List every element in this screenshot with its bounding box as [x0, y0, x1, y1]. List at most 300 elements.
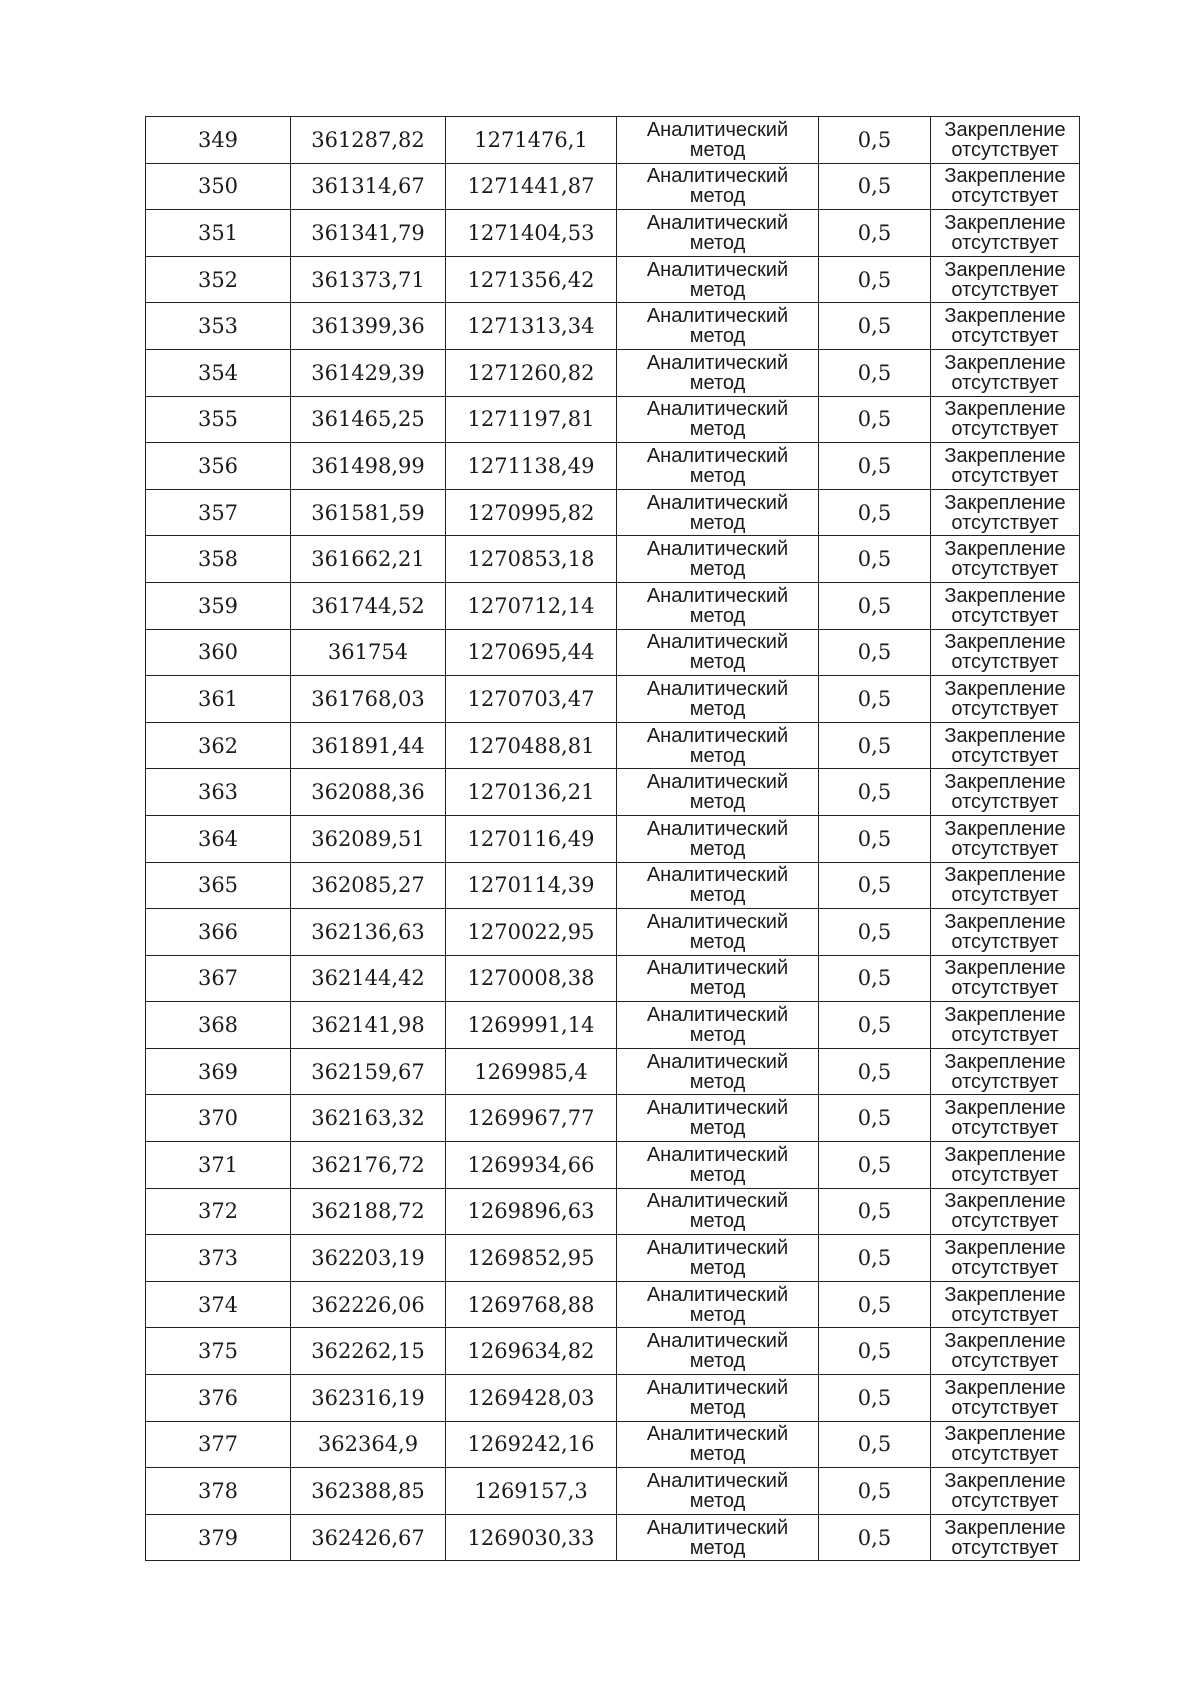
x-coordinate-cell: 361768,03	[291, 676, 446, 723]
method-cell-line-1: Аналитический	[646, 165, 789, 188]
method-cell-line-1: Аналитический	[646, 258, 789, 281]
point-number-cell: 375	[146, 1328, 291, 1375]
point-number-cell: 352	[146, 256, 291, 303]
y-coordinate-cell: 1271138,49	[446, 443, 617, 490]
y-coordinate-cell: 1270008,38	[446, 955, 617, 1002]
method-cell	[617, 1142, 819, 1189]
fixing-cell	[931, 676, 1080, 723]
table-row	[146, 1142, 1080, 1189]
table-row	[146, 396, 1080, 443]
point-number-cell: 359	[146, 582, 291, 629]
y-coordinate-cell: 1269768,88	[446, 1281, 617, 1328]
point-number-cell: 357	[146, 489, 291, 536]
accuracy-cell: 0,5	[819, 303, 931, 350]
fixing-cell	[931, 1002, 1080, 1049]
fixing-cell-line-2: отсутствует	[951, 930, 1059, 953]
x-coordinate-cell: 361581,59	[291, 489, 446, 536]
fixing-cell-line-1: Закрепление	[944, 1050, 1066, 1073]
table-row	[146, 909, 1080, 956]
table-row	[146, 1002, 1080, 1049]
x-coordinate-cell: 361465,25	[291, 396, 446, 443]
point-number-cell: 351	[146, 210, 291, 257]
fixing-cell	[931, 1235, 1080, 1282]
fixing-cell-line-1: Закрепление	[944, 631, 1066, 654]
method-cell	[617, 676, 819, 723]
fixing-cell-line-1: Закрепление	[944, 258, 1066, 281]
fixing-cell-line-1: Закрепление	[944, 538, 1066, 561]
point-number-cell: 358	[146, 536, 291, 583]
x-coordinate-cell: 361744,52	[291, 582, 446, 629]
fixing-cell-line-2: отсутствует	[951, 744, 1059, 767]
point-number-cell: 374	[146, 1281, 291, 1328]
fixing-cell	[931, 769, 1080, 816]
table-row	[146, 489, 1080, 536]
y-coordinate-cell: 1269242,16	[446, 1421, 617, 1468]
accuracy-cell: 0,5	[819, 582, 931, 629]
x-coordinate-cell: 362136,63	[291, 909, 446, 956]
table-row	[146, 1328, 1080, 1375]
method-cell-line-1: Аналитический	[646, 351, 789, 374]
x-coordinate-cell: 362159,67	[291, 1048, 446, 1095]
method-cell-line-2: метод	[689, 418, 746, 441]
fixing-cell	[931, 909, 1080, 956]
fixing-cell	[931, 349, 1080, 396]
point-number-cell: 363	[146, 769, 291, 816]
y-coordinate-cell: 1270995,82	[446, 489, 617, 536]
fixing-cell-line-1: Закрепление	[944, 1283, 1066, 1306]
y-coordinate-cell: 1270116,49	[446, 815, 617, 862]
table-row	[146, 349, 1080, 396]
accuracy-cell: 0,5	[819, 1048, 931, 1095]
x-coordinate-cell: 361498,99	[291, 443, 446, 490]
method-cell-line-2: метод	[689, 791, 746, 814]
y-coordinate-cell: 1270136,21	[446, 769, 617, 816]
method-cell	[617, 769, 819, 816]
method-cell-line-2: метод	[689, 1070, 746, 1093]
table-row	[146, 815, 1080, 862]
fixing-cell	[931, 1188, 1080, 1235]
y-coordinate-cell: 1269428,03	[446, 1375, 617, 1422]
fixing-cell-line-2: отсутствует	[951, 1396, 1059, 1419]
table-row	[146, 1514, 1080, 1561]
method-cell-line-1: Аналитический	[646, 118, 789, 141]
method-cell-line-2: метод	[689, 278, 746, 301]
point-number-cell: 371	[146, 1142, 291, 1189]
y-coordinate-cell: 1270712,14	[446, 582, 617, 629]
method-cell	[617, 163, 819, 210]
method-cell-line-1: Аналитический	[646, 584, 789, 607]
fixing-cell	[931, 1048, 1080, 1095]
table-row	[146, 1048, 1080, 1095]
accuracy-cell: 0,5	[819, 256, 931, 303]
fixing-cell-line-2: отсутствует	[951, 1117, 1059, 1140]
method-cell-line-1: Аналитический	[646, 957, 789, 980]
method-cell-line-1: Аналитический	[646, 771, 789, 794]
y-coordinate-cell: 1270022,95	[446, 909, 617, 956]
x-coordinate-cell: 361662,21	[291, 536, 446, 583]
accuracy-cell: 0,5	[819, 909, 931, 956]
method-cell	[617, 1281, 819, 1328]
x-coordinate-cell: 361891,44	[291, 722, 446, 769]
method-cell	[617, 1468, 819, 1515]
method-cell-line-1: Аналитический	[646, 631, 789, 654]
accuracy-cell: 0,5	[819, 1468, 931, 1515]
fixing-cell	[931, 536, 1080, 583]
method-cell	[617, 489, 819, 536]
point-number-cell: 354	[146, 349, 291, 396]
table-row	[146, 163, 1080, 210]
x-coordinate-cell: 361314,67	[291, 163, 446, 210]
fixing-cell-line-1: Закрепление	[944, 1190, 1066, 1213]
fixing-cell	[931, 443, 1080, 490]
method-cell-line-1: Аналитический	[646, 1283, 789, 1306]
x-coordinate-cell: 362316,19	[291, 1375, 446, 1422]
method-cell-line-2: метод	[689, 464, 746, 487]
accuracy-cell: 0,5	[819, 955, 931, 1002]
method-cell	[617, 1002, 819, 1049]
point-number-cell: 361	[146, 676, 291, 723]
table-row	[146, 303, 1080, 350]
point-number-cell: 378	[146, 1468, 291, 1515]
fixing-cell-line-2: отсутствует	[951, 697, 1059, 720]
fixing-cell-line-2: отсутствует	[951, 185, 1059, 208]
table-row	[146, 443, 1080, 490]
method-cell-line-1: Аналитический	[646, 1190, 789, 1213]
fixing-cell-line-2: отсутствует	[951, 1024, 1059, 1047]
fixing-cell-line-2: отсутствует	[951, 325, 1059, 348]
point-number-cell: 376	[146, 1375, 291, 1422]
fixing-cell	[931, 1468, 1080, 1515]
fixing-cell-line-1: Закрепление	[944, 910, 1066, 933]
method-cell-line-1: Аналитический	[646, 1143, 789, 1166]
method-cell-line-2: метод	[689, 1350, 746, 1373]
fixing-cell	[931, 629, 1080, 676]
method-cell	[617, 349, 819, 396]
fixing-cell	[931, 1421, 1080, 1468]
fixing-cell-line-1: Закрепление	[944, 398, 1066, 421]
method-cell	[617, 1235, 819, 1282]
accuracy-cell: 0,5	[819, 1281, 931, 1328]
x-coordinate-cell: 362176,72	[291, 1142, 446, 1189]
point-number-cell: 362	[146, 722, 291, 769]
fixing-cell-line-2: отсутствует	[951, 1536, 1059, 1559]
method-cell	[617, 1375, 819, 1422]
point-number-cell: 368	[146, 1002, 291, 1049]
fixing-cell-line-1: Закрепление	[944, 771, 1066, 794]
fixing-cell-line-2: отсутствует	[951, 418, 1059, 441]
accuracy-cell: 0,5	[819, 396, 931, 443]
y-coordinate-cell: 1269985,4	[446, 1048, 617, 1095]
y-coordinate-cell: 1271476,1	[446, 117, 617, 164]
fixing-cell-line-1: Закрепление	[944, 1004, 1066, 1027]
fixing-cell-line-2: отсутствует	[951, 977, 1059, 1000]
fixing-cell	[931, 1142, 1080, 1189]
accuracy-cell: 0,5	[819, 1375, 931, 1422]
method-cell-line-1: Аналитический	[646, 1097, 789, 1120]
method-cell	[617, 815, 819, 862]
fixing-cell-line-2: отсутствует	[951, 884, 1059, 907]
method-cell-line-2: метод	[689, 977, 746, 1000]
fixing-cell-line-2: отсутствует	[951, 791, 1059, 814]
method-cell-line-2: метод	[689, 1490, 746, 1513]
method-cell-line-1: Аналитический	[646, 1470, 789, 1493]
fixing-cell	[931, 117, 1080, 164]
method-cell-line-1: Аналитический	[646, 398, 789, 421]
method-cell-line-2: метод	[689, 1443, 746, 1466]
y-coordinate-cell: 1271260,82	[446, 349, 617, 396]
y-coordinate-cell: 1269030,33	[446, 1514, 617, 1561]
accuracy-cell: 0,5	[819, 489, 931, 536]
point-number-cell: 353	[146, 303, 291, 350]
point-number-cell: 379	[146, 1514, 291, 1561]
x-coordinate-cell: 362088,36	[291, 769, 446, 816]
method-cell	[617, 1048, 819, 1095]
method-cell	[617, 1095, 819, 1142]
point-number-cell: 356	[146, 443, 291, 490]
table-row	[146, 955, 1080, 1002]
method-cell-line-1: Аналитический	[646, 1423, 789, 1446]
fixing-cell	[931, 862, 1080, 909]
x-coordinate-cell: 361754	[291, 629, 446, 676]
accuracy-cell: 0,5	[819, 862, 931, 909]
method-cell-line-2: метод	[689, 744, 746, 767]
point-number-cell: 373	[146, 1235, 291, 1282]
method-cell-line-2: метод	[689, 604, 746, 627]
y-coordinate-cell: 1270114,39	[446, 862, 617, 909]
point-number-cell: 355	[146, 396, 291, 443]
table-row	[146, 1468, 1080, 1515]
fixing-cell-line-1: Закрепление	[944, 1470, 1066, 1493]
fixing-cell	[931, 1328, 1080, 1375]
fixing-cell-line-2: отсутствует	[951, 604, 1059, 627]
fixing-cell-line-2: отсутствует	[951, 1350, 1059, 1373]
method-cell	[617, 303, 819, 350]
y-coordinate-cell: 1269852,95	[446, 1235, 617, 1282]
accuracy-cell: 0,5	[819, 210, 931, 257]
table-row	[146, 629, 1080, 676]
y-coordinate-cell: 1271313,34	[446, 303, 617, 350]
fixing-cell-line-2: отсутствует	[951, 371, 1059, 394]
method-cell	[617, 582, 819, 629]
method-cell-line-2: метод	[689, 1303, 746, 1326]
method-cell-line-1: Аналитический	[646, 491, 789, 514]
accuracy-cell: 0,5	[819, 1142, 931, 1189]
accuracy-cell: 0,5	[819, 1235, 931, 1282]
method-cell-line-2: метод	[689, 1257, 746, 1280]
fixing-cell	[931, 1375, 1080, 1422]
x-coordinate-cell: 362163,32	[291, 1095, 446, 1142]
table-row	[146, 536, 1080, 583]
x-coordinate-cell: 362141,98	[291, 1002, 446, 1049]
fixing-cell	[931, 1281, 1080, 1328]
method-cell-line-1: Аналитический	[646, 1330, 789, 1353]
method-cell-line-2: метод	[689, 837, 746, 860]
fixing-cell-line-1: Закрепление	[944, 724, 1066, 747]
method-cell-line-2: метод	[689, 1117, 746, 1140]
fixing-cell-line-1: Закрепление	[944, 1516, 1066, 1539]
fixing-cell-line-2: отсутствует	[951, 1443, 1059, 1466]
table-row	[146, 769, 1080, 816]
accuracy-cell: 0,5	[819, 1188, 931, 1235]
method-cell-line-1: Аналитический	[646, 211, 789, 234]
fixing-cell-line-1: Закрепление	[944, 864, 1066, 887]
x-coordinate-cell: 361429,39	[291, 349, 446, 396]
y-coordinate-cell: 1271404,53	[446, 210, 617, 257]
fixing-cell-line-2: отсутствует	[951, 558, 1059, 581]
fixing-cell	[931, 722, 1080, 769]
fixing-cell-line-2: отсутствует	[951, 1163, 1059, 1186]
fixing-cell-line-1: Закрепление	[944, 677, 1066, 700]
method-cell-line-2: метод	[689, 325, 746, 348]
x-coordinate-cell: 361341,79	[291, 210, 446, 257]
table-row	[146, 117, 1080, 164]
method-cell	[617, 1328, 819, 1375]
accuracy-cell: 0,5	[819, 1514, 931, 1561]
fixing-cell-line-1: Закрепление	[944, 1143, 1066, 1166]
method-cell-line-1: Аналитический	[646, 864, 789, 887]
table-row	[146, 676, 1080, 723]
fixing-cell	[931, 582, 1080, 629]
fixing-cell-line-2: отсутствует	[951, 511, 1059, 534]
accuracy-cell: 0,5	[819, 676, 931, 723]
point-number-cell: 370	[146, 1095, 291, 1142]
method-cell-line-2: метод	[689, 930, 746, 953]
method-cell-line-2: метод	[689, 511, 746, 534]
table-body	[146, 117, 1080, 1561]
accuracy-cell: 0,5	[819, 722, 931, 769]
fixing-cell	[931, 210, 1080, 257]
y-coordinate-cell: 1271441,87	[446, 163, 617, 210]
x-coordinate-cell: 362085,27	[291, 862, 446, 909]
fixing-cell-line-1: Закрепление	[944, 211, 1066, 234]
method-cell-line-1: Аналитический	[646, 538, 789, 561]
table-row	[146, 1375, 1080, 1422]
point-number-cell: 369	[146, 1048, 291, 1095]
method-cell-line-1: Аналитический	[646, 910, 789, 933]
table-row	[146, 1235, 1080, 1282]
method-cell-line-2: метод	[689, 697, 746, 720]
x-coordinate-cell: 361399,36	[291, 303, 446, 350]
fixing-cell-line-2: отсутствует	[951, 231, 1059, 254]
table-row	[146, 862, 1080, 909]
accuracy-cell: 0,5	[819, 1095, 931, 1142]
y-coordinate-cell: 1270695,44	[446, 629, 617, 676]
y-coordinate-cell: 1269967,77	[446, 1095, 617, 1142]
x-coordinate-cell: 362388,85	[291, 1468, 446, 1515]
table-row	[146, 210, 1080, 257]
point-number-cell: 364	[146, 815, 291, 862]
method-cell-line-2: метод	[689, 185, 746, 208]
method-cell-line-2: метод	[689, 651, 746, 674]
fixing-cell-line-1: Закрепление	[944, 1330, 1066, 1353]
x-coordinate-cell: 362188,72	[291, 1188, 446, 1235]
fixing-cell-line-1: Закрепление	[944, 957, 1066, 980]
method-cell	[617, 722, 819, 769]
method-cell-line-2: метод	[689, 231, 746, 254]
y-coordinate-cell: 1269157,3	[446, 1468, 617, 1515]
fixing-cell-line-1: Закрепление	[944, 584, 1066, 607]
fixing-cell-line-1: Закрепление	[944, 305, 1066, 328]
fixing-cell-line-1: Закрепление	[944, 351, 1066, 374]
fixing-cell-line-2: отсутствует	[951, 651, 1059, 674]
method-cell-line-1: Аналитический	[646, 1050, 789, 1073]
y-coordinate-cell: 1271356,42	[446, 256, 617, 303]
point-number-cell: 360	[146, 629, 291, 676]
method-cell-line-2: метод	[689, 884, 746, 907]
fixing-cell-line-1: Закрепление	[944, 165, 1066, 188]
method-cell	[617, 1188, 819, 1235]
fixing-cell-line-1: Закрепление	[944, 1237, 1066, 1260]
y-coordinate-cell: 1270853,18	[446, 536, 617, 583]
method-cell-line-1: Аналитический	[646, 305, 789, 328]
accuracy-cell: 0,5	[819, 163, 931, 210]
table-row	[146, 722, 1080, 769]
fixing-cell-line-1: Закрепление	[944, 1376, 1066, 1399]
y-coordinate-cell: 1271197,81	[446, 396, 617, 443]
method-cell-line-1: Аналитический	[646, 724, 789, 747]
accuracy-cell: 0,5	[819, 629, 931, 676]
method-cell-line-2: метод	[689, 1536, 746, 1559]
x-coordinate-cell: 362364,9	[291, 1421, 446, 1468]
fixing-cell-line-2: отсутствует	[951, 1210, 1059, 1233]
fixing-cell-line-1: Закрепление	[944, 1423, 1066, 1446]
fixing-cell-line-2: отсутствует	[951, 464, 1059, 487]
fixing-cell-line-2: отсутствует	[951, 278, 1059, 301]
fixing-cell	[931, 163, 1080, 210]
fixing-cell-line-2: отсутствует	[951, 1303, 1059, 1326]
method-cell-line-2: метод	[689, 1396, 746, 1419]
method-cell	[617, 629, 819, 676]
y-coordinate-cell: 1269896,63	[446, 1188, 617, 1235]
y-coordinate-cell: 1270703,47	[446, 676, 617, 723]
point-number-cell: 367	[146, 955, 291, 1002]
table-row	[146, 1421, 1080, 1468]
x-coordinate-cell: 362089,51	[291, 815, 446, 862]
fixing-cell	[931, 303, 1080, 350]
table-row	[146, 1095, 1080, 1142]
accuracy-cell: 0,5	[819, 1002, 931, 1049]
fixing-cell-line-2: отсутствует	[951, 138, 1059, 161]
method-cell-line-1: Аналитический	[646, 817, 789, 840]
accuracy-cell: 0,5	[819, 815, 931, 862]
table-row	[146, 1281, 1080, 1328]
fixing-cell-line-1: Закрепление	[944, 118, 1066, 141]
fixing-cell-line-2: отсутствует	[951, 1257, 1059, 1280]
method-cell-line-1: Аналитический	[646, 444, 789, 467]
point-number-cell: 372	[146, 1188, 291, 1235]
x-coordinate-cell: 362262,15	[291, 1328, 446, 1375]
fixing-cell-line-1: Закрепление	[944, 491, 1066, 514]
method-cell-line-2: метод	[689, 138, 746, 161]
method-cell-line-2: метод	[689, 1024, 746, 1047]
y-coordinate-cell: 1269634,82	[446, 1328, 617, 1375]
fixing-cell-line-2: отсутствует	[951, 837, 1059, 860]
point-number-cell: 377	[146, 1421, 291, 1468]
fixing-cell-line-1: Закрепление	[944, 444, 1066, 467]
x-coordinate-cell: 361373,71	[291, 256, 446, 303]
method-cell-line-1: Аналитический	[646, 1237, 789, 1260]
accuracy-cell: 0,5	[819, 349, 931, 396]
point-number-cell: 366	[146, 909, 291, 956]
y-coordinate-cell: 1270488,81	[446, 722, 617, 769]
x-coordinate-cell: 362144,42	[291, 955, 446, 1002]
fixing-cell	[931, 1095, 1080, 1142]
y-coordinate-cell: 1269991,14	[446, 1002, 617, 1049]
fixing-cell	[931, 815, 1080, 862]
fixing-cell-line-1: Закрепление	[944, 1097, 1066, 1120]
accuracy-cell: 0,5	[819, 769, 931, 816]
x-coordinate-cell: 362226,06	[291, 1281, 446, 1328]
